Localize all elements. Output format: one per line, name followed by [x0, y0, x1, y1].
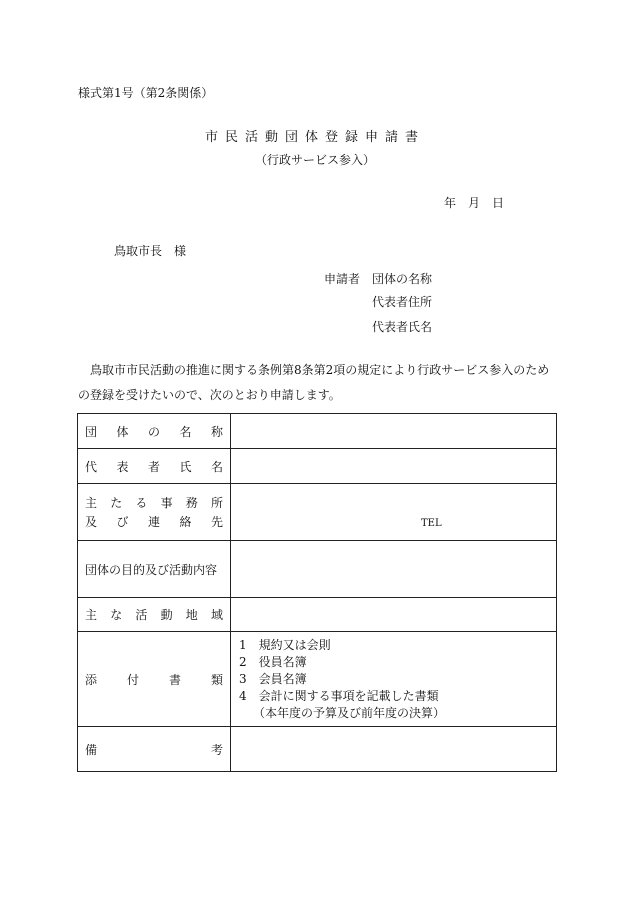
statement-line-2: の登録を受けたいので、次のとおり申請します。 — [78, 388, 341, 402]
attachments-list-cell — [231, 632, 557, 727]
date-line: 年 月 日 — [444, 196, 505, 210]
table-row-remarks — [78, 727, 557, 772]
purpose-label: 団体の目的及び活動内容 — [78, 541, 231, 598]
attachments-list — [231, 633, 556, 726]
attachment-item: 3 会員名簿 — [239, 671, 307, 686]
attachments-label — [78, 632, 231, 727]
application-statement — [78, 358, 558, 408]
purpose-field[interactable] — [231, 541, 557, 598]
rep-name-label — [78, 449, 231, 484]
form-subtitle: （行政サービス参入） — [254, 153, 375, 167]
applicant-org-name-label: 団体の名称 — [372, 272, 433, 286]
rep-name-label-text: 代 表 者 氏 名 — [85, 459, 223, 474]
tel-label: TEL — [421, 518, 442, 529]
table-row-area — [78, 598, 557, 632]
office-label-line-2: 及 び 連 絡 先 — [85, 515, 223, 529]
attachment-item: 2 役員名簿 — [239, 654, 307, 669]
table-row-group-name — [78, 414, 557, 449]
rep-name-field[interactable] — [231, 449, 557, 484]
addressee: 鳥取市長 様 — [114, 244, 187, 258]
form-number: 様式第1号（第2条関係） — [78, 86, 214, 100]
applicant-label: 申請者 — [324, 272, 361, 286]
attachments-label-text: 添 付 書 類 — [85, 672, 223, 687]
group-name-field[interactable] — [231, 414, 557, 449]
area-label-text: 主 な 活 動 地 域 — [85, 608, 223, 622]
form-title: 市民活動団体登録申請書 — [204, 130, 425, 145]
applicant-name-label: 代表者氏名 — [372, 320, 433, 334]
applicant-address-label: 代表者住所 — [372, 295, 433, 309]
office-field[interactable] — [231, 484, 557, 541]
remarks-field[interactable] — [231, 727, 557, 772]
attachment-note: （本年度の予算及び前年度の決算） — [253, 705, 446, 720]
office-label-line-1: 主 た る 事 務 所 — [85, 496, 223, 510]
table-row-attachments — [78, 632, 557, 727]
group-name-label-text: 団 体 の 名 称 — [85, 424, 223, 439]
table-row-purpose — [78, 541, 557, 598]
attachment-item: 1 規約又は会則 — [239, 637, 331, 652]
remarks-label-text: 備 考 — [85, 742, 223, 757]
registration-table — [77, 413, 557, 772]
remarks-label — [78, 727, 231, 772]
statement-line-1: 鳥取市市民活動の推進に関する条例第8条第2項の規定により行政サービス参入のため — [90, 363, 550, 377]
attachment-item: 4 会計に関する事項を記載した書類 — [239, 688, 439, 703]
table-row-office — [78, 484, 557, 541]
office-label — [78, 484, 231, 541]
group-name-label — [78, 414, 231, 449]
area-field[interactable] — [231, 598, 557, 632]
table-row-rep-name — [78, 449, 557, 484]
area-label — [78, 598, 231, 632]
